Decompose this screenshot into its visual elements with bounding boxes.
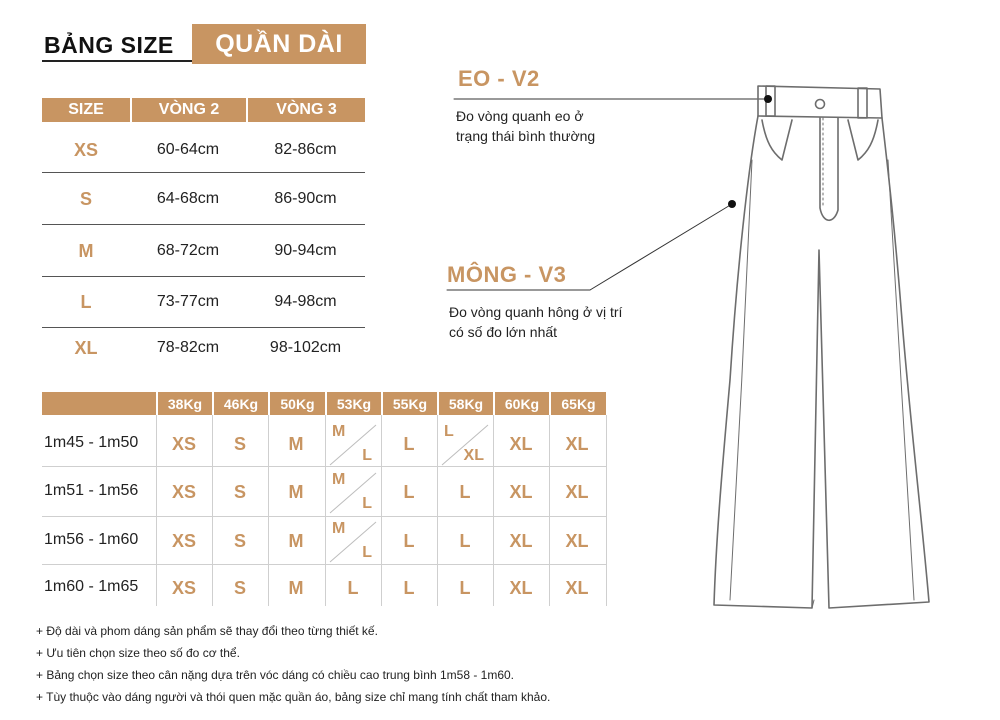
- size-cell-lower: L: [362, 495, 372, 512]
- size-cell: XS: [171, 481, 196, 502]
- size-label: L: [80, 291, 92, 312]
- size-v2: 68-72cm: [156, 242, 220, 259]
- size-cell: XS: [171, 577, 196, 598]
- size-cell-lower: XL: [463, 447, 484, 464]
- weight-header: 50Kg: [268, 392, 325, 415]
- size-v3: 98-102cm: [269, 339, 342, 356]
- note-2: + Ưu tiên chọn size theo số đo cơ thể.: [36, 646, 240, 660]
- size-cell: XS: [171, 433, 196, 454]
- height-label: 1m51 - 1m56: [44, 482, 139, 499]
- height-label: 1m60 - 1m65: [44, 578, 139, 595]
- size-v2: 73-77cm: [156, 293, 220, 310]
- note-4: + Tùy thuộc vào dáng người và thói quen mặc quần áo, bảng size chỉ mang tính chất tham khảo.: [36, 690, 551, 704]
- size-v2: 64-68cm: [156, 190, 220, 207]
- size-v2: 60-64cm: [156, 141, 220, 158]
- title-underline: [42, 60, 194, 62]
- size-cell: XL: [565, 481, 589, 502]
- size-cell-upper: L: [444, 423, 454, 440]
- note-3: + Bảng chọn size theo cân nặng dựa trên vóc dáng có chiều cao trung bình 1m58 - 1m60.: [36, 668, 515, 682]
- size-cell: L: [403, 481, 415, 502]
- waist-desc-line1: Đo vòng quanh eo ở: [456, 108, 584, 124]
- size-cell: S: [233, 481, 246, 502]
- size-cell: XL: [565, 530, 589, 551]
- size-v3: 86-90cm: [274, 190, 337, 207]
- weight-header: 38Kg: [156, 392, 212, 415]
- size-row-m: [42, 226, 365, 276]
- size-cell: XL: [565, 433, 589, 454]
- size-cell-lower: L: [362, 544, 372, 561]
- size-label: M: [78, 240, 94, 261]
- hip-desc-line2: có số đo lớn nhất: [449, 324, 558, 340]
- size-table-header: [42, 98, 365, 122]
- weight-header: 55Kg: [381, 392, 437, 415]
- size-v2: 78-82cm: [156, 339, 220, 356]
- hip-title: MÔNG - V3: [447, 262, 567, 287]
- waist-title: EO - V2: [458, 66, 540, 91]
- size-cell: L: [459, 481, 471, 502]
- wide-leg-trousers-illustration: [440, 70, 960, 615]
- size-cell: L: [459, 577, 471, 598]
- weight-header: 46Kg: [212, 392, 268, 415]
- size-v3: 90-94cm: [274, 242, 337, 259]
- size-cell-upper: M: [332, 520, 346, 537]
- height-label: 1m45 - 1m50: [44, 434, 139, 451]
- weight-header: 65Kg: [549, 392, 606, 415]
- page-title-left: BẢNG SIZE: [44, 32, 174, 58]
- size-cell-split: [326, 469, 380, 515]
- size-cell: M: [288, 530, 304, 551]
- size-cell: XL: [509, 481, 533, 502]
- header-size: SIZE: [42, 98, 130, 122]
- size-cell: XL: [509, 577, 533, 598]
- size-cell-upper: M: [332, 423, 346, 440]
- waist-desc-line2: trạng thái bình thường: [456, 128, 596, 144]
- row-divider: [42, 224, 365, 225]
- hip-desc-line1: Đo vòng quanh hông ở vị trí: [449, 304, 623, 320]
- size-cell: L: [403, 530, 415, 551]
- size-cell: XS: [171, 530, 196, 551]
- size-cell-split: [326, 518, 380, 564]
- size-cell: XL: [509, 433, 533, 454]
- size-cell: S: [233, 433, 246, 454]
- header-v2: VÒNG 2: [130, 98, 246, 122]
- size-cell: XL: [509, 530, 533, 551]
- size-cell: M: [288, 577, 304, 598]
- size-cell: L: [459, 530, 471, 551]
- note-1: + Độ dài và phom dáng sản phẩm sẽ thay đổi theo từng thiết kế.: [36, 624, 378, 638]
- size-cell-lower: L: [362, 447, 372, 464]
- size-label: XS: [73, 139, 98, 160]
- row-divider: [42, 172, 365, 173]
- size-cell: L: [403, 433, 415, 454]
- size-label: S: [79, 188, 92, 209]
- size-cell: L: [403, 577, 415, 598]
- size-cell: M: [288, 433, 304, 454]
- size-v3: 82-86cm: [274, 141, 337, 158]
- weight-header: 53Kg: [325, 392, 381, 415]
- size-row-s: [42, 174, 365, 224]
- size-v3: 94-98cm: [274, 293, 337, 310]
- size-cell: S: [233, 577, 246, 598]
- size-cell-upper: M: [332, 471, 346, 488]
- size-cell: L: [347, 577, 359, 598]
- page-title-right: QUẦN DÀI: [192, 24, 366, 64]
- height-label: 1m56 - 1m60: [44, 531, 139, 548]
- header-v3: VÒNG 3: [246, 98, 365, 122]
- weight-header: 58Kg: [437, 392, 493, 415]
- size-cell-split: [326, 421, 380, 467]
- size-row-xl: [42, 323, 365, 373]
- size-row-l: [42, 277, 365, 327]
- size-row-xs: [42, 125, 365, 175]
- size-cell: S: [233, 530, 246, 551]
- size-label: XL: [74, 337, 98, 358]
- size-cell: M: [288, 481, 304, 502]
- weight-header: 60Kg: [493, 392, 549, 415]
- size-cell: XL: [565, 577, 589, 598]
